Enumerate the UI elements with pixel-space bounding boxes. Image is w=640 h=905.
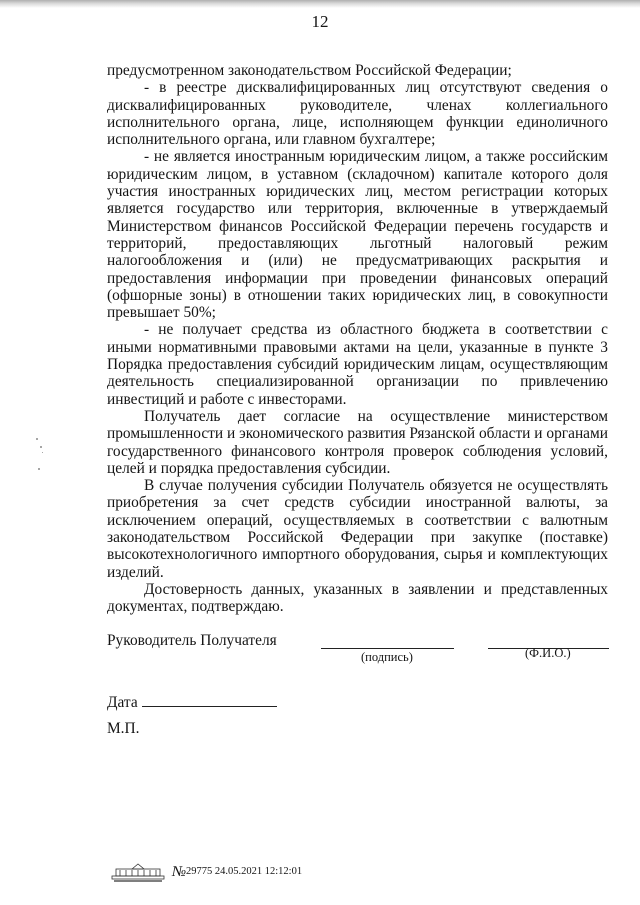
- signature-block: [107, 632, 617, 668]
- paragraph-consent-to-inspection: Получатель дает согласие на осуществление министерством промышленности и экономического развития Рязанской области и органами государственного финансового контроля проверок соблюдения условий, целей и порядка предоставления субсидии.: [107, 407, 608, 477]
- registration-stamp-text: 29775 24.05.2021 12:12:01: [186, 866, 303, 877]
- paragraph-disqualified-registry: - в реестре дисквалифицированных лиц отсутствуют сведения о дисквалифицированных руководителе, членах коллегиального исполнительного органа, лице, исполняющем функции единоличного исполнительного органа, или главном бухгалтере;: [107, 79, 608, 149]
- scan-speck: [38, 468, 40, 470]
- scan-speck: [42, 452, 43, 453]
- signature-label: Руководитель Получателя: [107, 632, 277, 649]
- signature-hint: (подпись): [361, 650, 413, 664]
- registration-number-sign: №: [172, 864, 187, 880]
- stamp-label: М.П.: [107, 720, 140, 737]
- paragraph-regional-budget: - не получает средства из областного бюджета в соответствии с иными нормативными правовыми актами на цели, указанные в пункте 3 Порядка предоставления субсидий юридическим лицам, осуществляющим деятельность специализированной организации по привлечению инвестиций и работе с инвесторами.: [107, 321, 608, 408]
- signature-line: [321, 648, 454, 649]
- page-number: 12: [311, 12, 329, 31]
- scan-speck: [36, 438, 38, 440]
- date-line: [142, 694, 277, 707]
- government-building-icon: [110, 862, 166, 882]
- paragraph-legislation-tail: предусмотренном законодательством Российской Федерации;: [107, 62, 512, 79]
- date-label: Дата: [107, 694, 138, 711]
- full-name-hint: (Ф.И.О.): [525, 646, 571, 660]
- date-block: [107, 694, 277, 712]
- document-body: [107, 62, 608, 616]
- scan-top-edge: [0, 0, 640, 8]
- paragraph-foreign-entity: - не является иностранным юридическим лицом, а также российским юридическим лицом, в уставном (складочном) капитале которого доля участия иностранных юридических лиц, местом регистрации которых является государство или территория, включенные в утверждаемый Министерством финансов Российской Федерации перечень государств и территорий, предоставляющих льготный налоговый режим налогообложения и (или) не предусматривающих раскрытия и предоставления информации при проведении финансовых операций (офшорные зоны) в отношении таких юридических лиц, в совокупности превышает 50%;: [107, 148, 608, 322]
- paragraph-data-accuracy: Достоверность данных, указанных в заявлении и представленных документах, подтверждаю.: [107, 580, 608, 616]
- scan-speck: [40, 446, 42, 448]
- paragraph-foreign-currency: В случае получения субсидии Получатель обязуется не осуществлять приобретения за счет средств субсидии иностранной валюты, за исключением операций, осуществляемых в соответствии с валютным законодательством Российской Федерации при закупке (поставке) высокотехнологичного импортного оборудования, сырья и комплектующих изделий.: [107, 477, 608, 581]
